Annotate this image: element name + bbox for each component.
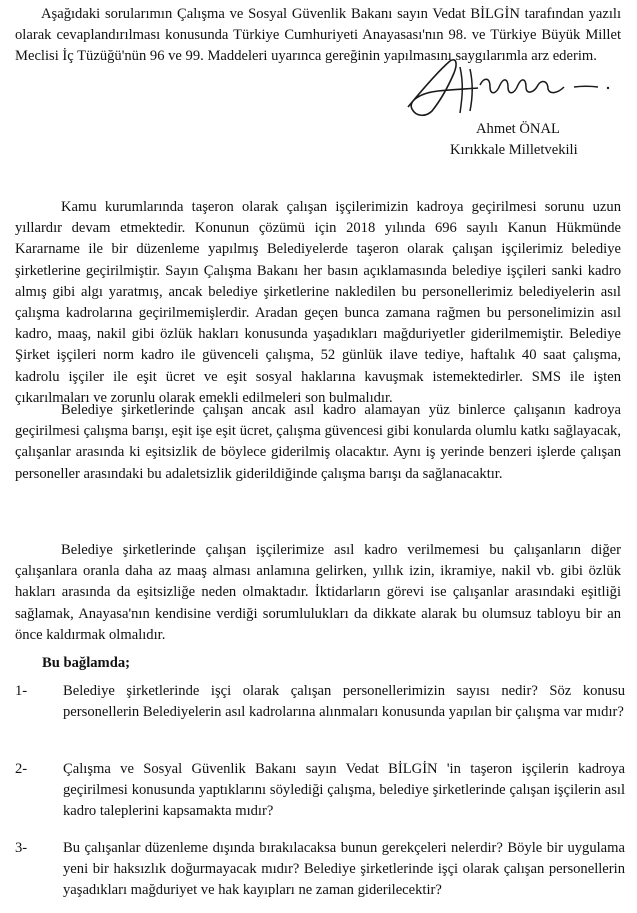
- question-number: 3-: [15, 840, 28, 856]
- question-text: Çalışma ve Sosyal Güvenlik Bakanı sayın Vedat BİLGİN 'in taşeron işçilerin kadroya geçirilmesi konusunda yaptıklarını söylediği çalışma, belediye şirketlerinde çalışan işçilerin asıl kadro taleplerini kapsamakta mıdır?: [63, 761, 625, 820]
- body-paragraph: Belediye şirketlerinde çalışan ancak asıl kadro alamayan yüz binlerce çalışanın kadroya geçirilmesi çalışma barışı, eşit işe eşit ücret, çalışma güvencesi gibi konularda olumlu katkı sağlayacak, çalışanlar arasında ki eşitsizlik de böylece giderilmiş olacaktır. Aynı iş yerinde benzeri işlerde çalışan personeller arasındaki bu adaletsizlik giderildiğinde çalışma barışı da sağlanacaktır.: [15, 402, 621, 482]
- question-number: 2-: [15, 761, 28, 777]
- signer-title: Kırıkkale Milletvekili: [450, 142, 578, 158]
- intro-paragraph: Aşağıdaki sorularımın Çalışma ve Sosyal Güvenlik Bakanı sayın Vedat BİLGİN tarafından yazılı olarak cevaplandırılması konusunda Türkiye Cumhuriyeti Anayasası'nın 98. ve Türkiye Büyük Millet Meclisi İç Tüzüğü'nün 96 ve 99. Maddeleri uyarınca gereğinin yapılmasını saygılarımla arz ederim.: [15, 6, 621, 65]
- signer-name: Ahmet ÖNAL: [476, 121, 560, 137]
- question-text: Bu çalışanlar düzenleme dışında bırakılacaksa bunun gerekçeleri nelerdir? Böyle bir uygulama yeni bir haksızlık doğurmayacak mıdır? Belediye şirketlerinde işçi olarak çalışan personellerin yaşadıkları mağduriyet ve hak kayıpları ne zaman giderilecektir?: [63, 840, 625, 899]
- question-text: Belediye şirketlerinde işçi olarak çalışan personellerimizin sayısı nedir? Söz konusu personellerin Belediyelerin asıl kadrolarına alınmaları konusunda yapılan bir çalışma var mıdır?: [63, 683, 625, 721]
- question-number: 1-: [15, 683, 28, 699]
- handwritten-signature: [398, 55, 628, 120]
- body-paragraph: Kamu kurumlarında taşeron olarak çalışan işçilerimizin kadroya geçirilmesi sorunu uzun yıllardır devam etmektedir. Konunun çözümü için 2018 yılında 696 sayılı Kanun Hükmünde Kararname ile bir düzenleme yapılmış Belediyelerde taşeron olarak çalışan işçilerimiz belediye şirketlerine geçirilmiştir. Sayın Çalışma Bakanı her basın açıklamasında belediye işçileri sanki kadro almış gibi algı yaratmış, ancak belediye şirketlerine nakledilen bu personellerimiz belediyelerin asıl çalışma kadrolarına geçirilmemişlerdir. Aradan geçen bunca zamana rağmen bu personelimizin asıl kadro, maaş, nakil gibi özlük hakları konusunda yaşadıkları mağduriyetler giderilmemiştir. Belediye Şirket işçileri norm kadro ile güvenceli çalışma, 52 günlük ilave tediye, haftalık 40 saat çalışma, kadrolu işçiler ile eşit ücret ve eşit sosyal haklarına kavuşmak istemektedirler. SMS ile işten çıkarılmaları ve zorunlu olarak emekli edilmeleri son bulmalıdır.: [15, 199, 621, 406]
- body-paragraph: Belediye şirketlerinde çalışan işçilerimize asıl kadro verilmemesi bu çalışanların diğer çalışanlara oranla daha az maaş alması anlamına gelirken, yıllık izin, ikramiye, nakil vb. gibi özlük hakları arasında da eşitsizliğe neden olmaktadır. İktidarların görevi ise çalışanlar arasındaki eşitliği sağlamak, Anayasa'nın kendisine verdiği sorumlulukları da dikkate alarak bu olumsuz tabloyu bir an önce kaldırmak olmalıdır.: [15, 542, 621, 643]
- context-heading: Bu bağlamda;: [42, 655, 130, 671]
